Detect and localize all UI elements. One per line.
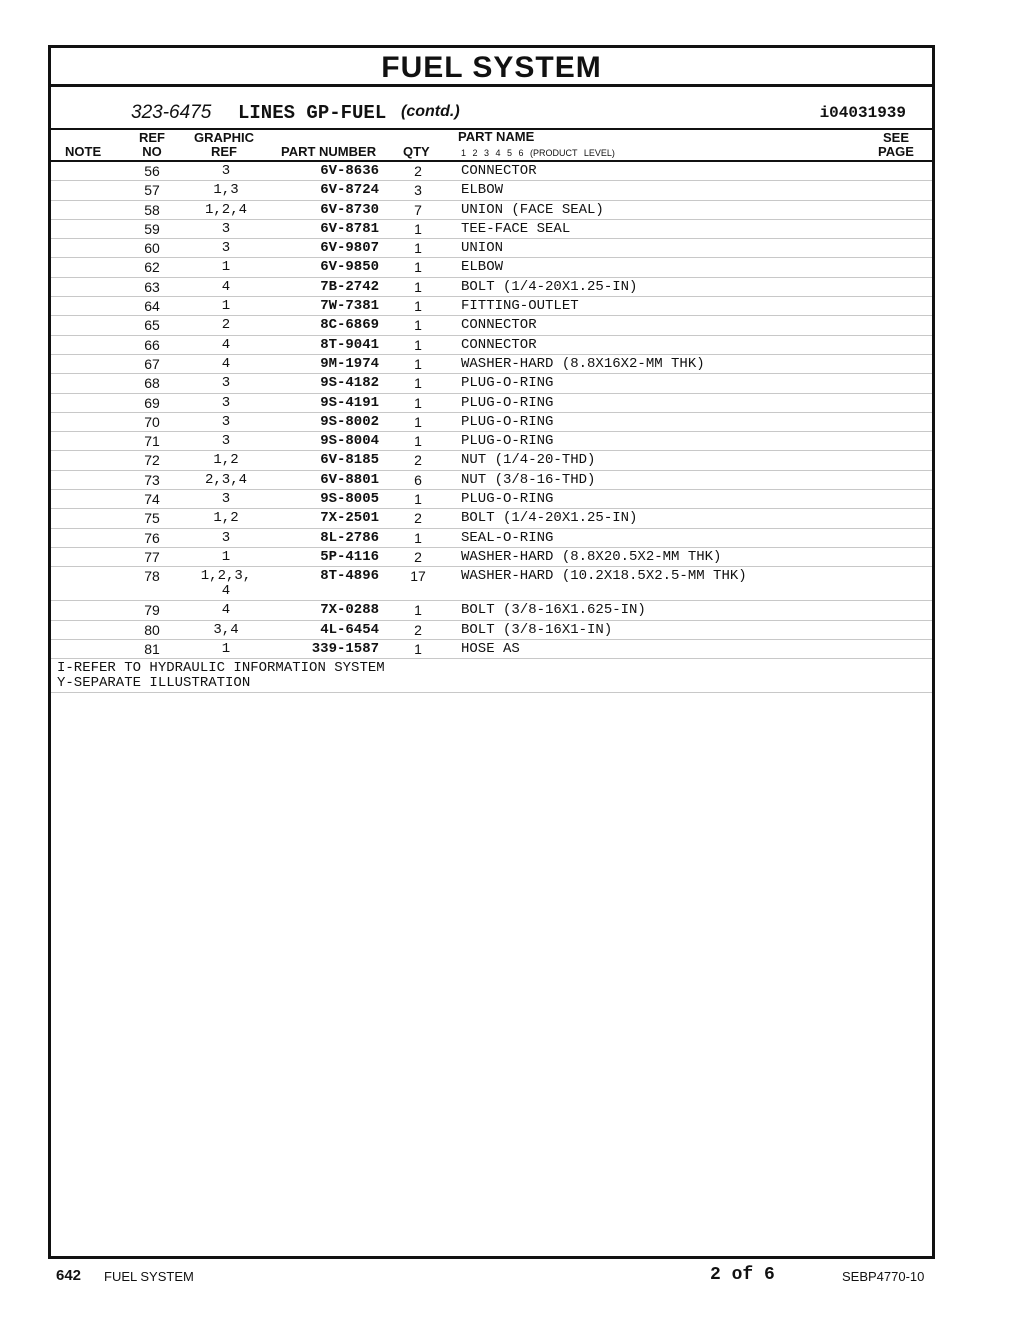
- part-name-cell: NUT (1/4-20-THD): [461, 452, 596, 469]
- ref-no-cell: 81: [144, 640, 160, 657]
- qty-cell: 6: [414, 471, 422, 488]
- part-number-cell: 6V-8730: [320, 201, 379, 218]
- part-name-cell: PLUG-O-RING: [461, 375, 554, 392]
- table-row: [51, 567, 932, 601]
- part-name-cell: PLUG-O-RING: [461, 394, 554, 411]
- table-row: [51, 509, 932, 528]
- table-row: [51, 413, 932, 432]
- table-row: [51, 355, 932, 374]
- notes-block: [51, 659, 932, 693]
- ref-no-cell: 57: [144, 182, 160, 199]
- graphic-ref-cell: 3: [221, 529, 231, 546]
- part-number-cell: 7W-7381: [320, 298, 379, 315]
- part-number-cell: 6V-8185: [320, 452, 379, 469]
- table-row: [51, 640, 932, 659]
- part-number-cell: 9S-8002: [320, 413, 379, 430]
- graphic-ref-cell: 3: [221, 433, 231, 450]
- ref-no-cell: 62: [144, 259, 160, 276]
- part-name-cell: WASHER-HARD (8.8X16X2-MM THK): [461, 355, 705, 372]
- graphic-ref-cell: 4: [221, 355, 231, 372]
- qty-cell: 1: [414, 529, 422, 546]
- part-number-cell: 6V-9807: [320, 240, 379, 257]
- header-graphic-line1: GRAPHIC: [194, 130, 254, 145]
- footer-page-number: 642: [56, 1267, 82, 1284]
- section-title-bar: [51, 48, 932, 87]
- qty-cell: 1: [414, 336, 422, 353]
- graphic-ref-cell: 1: [221, 548, 231, 565]
- ref-no-cell: 65: [144, 317, 160, 334]
- part-number-cell: 8L-2786: [320, 529, 379, 546]
- illustration-id: i04031939: [819, 104, 906, 122]
- header-see-line2: PAGE: [878, 144, 914, 159]
- part-name-cell: ELBOW: [461, 182, 504, 199]
- part-number-cell: 8T-9041: [320, 336, 379, 353]
- part-number-cell: 6V-9850: [320, 259, 379, 276]
- part-name-cell: WASHER-HARD (10.2X18.5X2.5-MM THK): [461, 568, 747, 585]
- ref-no-cell: 72: [144, 452, 160, 469]
- qty-cell: 3: [414, 182, 422, 199]
- note-line: Y-SEPARATE ILLUSTRATION: [57, 675, 251, 692]
- header-graphic-ref: [189, 131, 259, 159]
- ref-no-cell: 79: [144, 602, 160, 619]
- header-part-number: PART NUMBER: [281, 144, 377, 159]
- part-number-cell: 6V-8781: [320, 220, 379, 237]
- part-name-cell: BOLT (3/8-16X1.625-IN): [461, 602, 646, 619]
- qty-cell: 1: [414, 240, 422, 257]
- footer-section: FUEL SYSTEM: [104, 1269, 194, 1284]
- table-row: [51, 220, 932, 239]
- graphic-ref-cell: 1: [221, 298, 231, 315]
- ref-no-cell: 71: [144, 433, 160, 450]
- ref-no-cell: 56: [144, 163, 160, 179]
- part-number-cell: 4L-6454: [320, 621, 379, 638]
- qty-cell: 2: [414, 510, 422, 527]
- table-row: [51, 432, 932, 451]
- part-number-cell: 6V-8636: [320, 163, 379, 179]
- part-number-cell: 339-1587: [311, 640, 379, 657]
- qty-cell: 1: [414, 317, 422, 334]
- qty-cell: 1: [414, 298, 422, 315]
- part-name-cell: WASHER-HARD (8.8X20.5X2-MM THK): [461, 548, 722, 565]
- parts-table-body: [51, 162, 932, 693]
- graphic-ref-cell: 1: [221, 640, 231, 657]
- part-name-cell: HOSE AS: [461, 640, 520, 657]
- graphic-ref-cell: 3: [221, 491, 231, 508]
- ref-no-cell: 68: [144, 375, 160, 392]
- header-see-line1: SEE: [882, 130, 909, 145]
- table-row: [51, 471, 932, 490]
- header-graphic-line2: REF: [211, 144, 237, 159]
- graphic-ref-cell: 1,2,3, 4: [200, 568, 252, 600]
- graphic-ref-cell: 2,3,4: [204, 471, 247, 488]
- graphic-ref-cell: 3: [221, 163, 231, 179]
- table-row: [51, 394, 932, 413]
- graphic-ref-cell: 1,3: [213, 182, 239, 199]
- part-name-cell: BOLT (3/8-16X1-IN): [461, 621, 613, 638]
- graphic-ref-cell: 1,2: [213, 510, 239, 527]
- qty-cell: 1: [414, 602, 422, 619]
- part-name-cell: PLUG-O-RING: [461, 433, 554, 450]
- qty-cell: 1: [414, 640, 422, 657]
- qty-cell: 1: [414, 433, 422, 450]
- qty-cell: 2: [414, 548, 422, 565]
- qty-cell: 1: [414, 375, 422, 392]
- qty-cell: 1: [414, 413, 422, 430]
- qty-cell: 1: [414, 394, 422, 411]
- graphic-ref-cell: 3: [221, 413, 231, 430]
- graphic-ref-cell: 2: [221, 317, 231, 334]
- graphic-ref-cell: 4: [221, 602, 231, 619]
- part-name-cell: UNION: [461, 240, 504, 257]
- table-row: [51, 336, 932, 355]
- part-number-cell: 9M-1974: [320, 355, 379, 372]
- part-number-cell: 6V-8724: [320, 182, 379, 199]
- part-name-cell: ELBOW: [461, 259, 504, 276]
- part-name-cell: PLUG-O-RING: [461, 413, 554, 430]
- table-row: [51, 601, 932, 620]
- table-row: [51, 529, 932, 548]
- group-contd: (contd.): [401, 103, 460, 120]
- table-row: [51, 316, 932, 335]
- part-number-cell: 9S-4191: [320, 394, 379, 411]
- ref-no-cell: 80: [144, 621, 160, 638]
- graphic-ref-cell: 1,2,4: [204, 201, 247, 218]
- group-header: [51, 87, 932, 130]
- table-row: [51, 278, 932, 297]
- ref-no-cell: 67: [144, 355, 160, 372]
- graphic-ref-cell: 3: [221, 394, 231, 411]
- table-row: [51, 374, 932, 393]
- header-qty: QTY: [403, 144, 430, 159]
- qty-cell: 1: [414, 278, 422, 295]
- part-number-cell: 8C-6869: [320, 317, 379, 334]
- part-name-cell: CONNECTOR: [461, 317, 537, 334]
- footer-doc-id: SEBP4770-10: [842, 1269, 925, 1284]
- graphic-ref-cell: 4: [221, 336, 231, 353]
- table-row: [51, 451, 932, 470]
- ref-no-cell: 59: [144, 220, 160, 237]
- part-name-cell: BOLT (1/4-20X1.25-IN): [461, 278, 638, 295]
- graphic-ref-cell: 3,4: [213, 621, 239, 638]
- page-frame: [48, 45, 935, 1259]
- qty-cell: 2: [414, 163, 422, 179]
- table-row: [51, 162, 932, 181]
- part-name-cell: CONNECTOR: [461, 336, 537, 353]
- header-product-levels: 1 2 3 4 5 6 (PRODUCT LEVEL): [461, 148, 615, 158]
- table-header: [51, 129, 932, 162]
- part-name-cell: CONNECTOR: [461, 163, 537, 179]
- header-ref-no: [131, 131, 173, 159]
- part-name-cell: UNION (FACE SEAL): [461, 201, 604, 218]
- graphic-ref-cell: 3: [221, 220, 231, 237]
- part-number-cell: 8T-4896: [320, 568, 379, 585]
- header-see-page: [876, 131, 916, 159]
- qty-cell: 2: [414, 452, 422, 469]
- qty-cell: 17: [410, 568, 426, 585]
- table-row: [51, 258, 932, 277]
- note-line: I-REFER TO HYDRAULIC INFORMATION SYSTEM: [57, 660, 385, 677]
- qty-cell: 1: [414, 491, 422, 508]
- ref-no-cell: 78: [144, 568, 160, 585]
- part-name-cell: TEE-FACE SEAL: [461, 220, 571, 237]
- ref-no-cell: 73: [144, 471, 160, 488]
- group-number: 323-6475: [131, 102, 212, 123]
- table-row: [51, 490, 932, 509]
- qty-cell: 1: [414, 220, 422, 237]
- ref-no-cell: 75: [144, 510, 160, 527]
- part-name-cell: SEAL-O-RING: [461, 529, 554, 546]
- section-title: FUEL SYSTEM: [381, 51, 602, 84]
- footer-page-of: 2 of 6: [710, 1265, 775, 1285]
- header-ref-line1: REF: [139, 130, 165, 145]
- page-footer: [0, 1262, 1020, 1292]
- part-number-cell: 9S-8005: [320, 491, 379, 508]
- header-note: NOTE: [65, 144, 102, 159]
- part-number-cell: 7X-0288: [320, 602, 379, 619]
- ref-no-cell: 69: [144, 394, 160, 411]
- qty-cell: 2: [414, 621, 422, 638]
- part-name-cell: PLUG-O-RING: [461, 491, 554, 508]
- table-row: [51, 548, 932, 567]
- ref-no-cell: 66: [144, 336, 160, 353]
- graphic-ref-cell: 4: [221, 278, 231, 295]
- part-number-cell: 9S-8004: [320, 433, 379, 450]
- part-number-cell: 7X-2501: [320, 510, 379, 527]
- table-row: [51, 297, 932, 316]
- ref-no-cell: 63: [144, 278, 160, 295]
- part-number-cell: 7B-2742: [320, 278, 379, 295]
- part-number-cell: 6V-8801: [320, 471, 379, 488]
- graphic-ref-cell: 1,2: [213, 452, 239, 469]
- graphic-ref-cell: 3: [221, 375, 231, 392]
- qty-cell: 1: [414, 259, 422, 276]
- header-part-name: PART NAME: [458, 129, 535, 144]
- part-name-cell: BOLT (1/4-20X1.25-IN): [461, 510, 638, 527]
- group-name: LINES GP-FUEL: [238, 102, 387, 124]
- part-name-cell: FITTING-OUTLET: [461, 298, 579, 315]
- qty-cell: 7: [414, 201, 422, 218]
- header-ref-line2: NO: [142, 144, 162, 159]
- part-number-cell: 5P-4116: [320, 548, 379, 565]
- part-name-cell: NUT (3/8-16-THD): [461, 471, 596, 488]
- table-row: [51, 239, 932, 258]
- table-row: [51, 181, 932, 200]
- qty-cell: 1: [414, 355, 422, 372]
- ref-no-cell: 60: [144, 240, 160, 257]
- ref-no-cell: 70: [144, 413, 160, 430]
- table-row: [51, 201, 932, 220]
- ref-no-cell: 77: [144, 548, 160, 565]
- graphic-ref-cell: 1: [221, 259, 231, 276]
- table-row: [51, 621, 932, 640]
- ref-no-cell: 64: [144, 298, 160, 315]
- ref-no-cell: 74: [144, 491, 160, 508]
- ref-no-cell: 76: [144, 529, 160, 546]
- graphic-ref-cell: 3: [221, 240, 231, 257]
- ref-no-cell: 58: [144, 201, 160, 218]
- part-number-cell: 9S-4182: [320, 375, 379, 392]
